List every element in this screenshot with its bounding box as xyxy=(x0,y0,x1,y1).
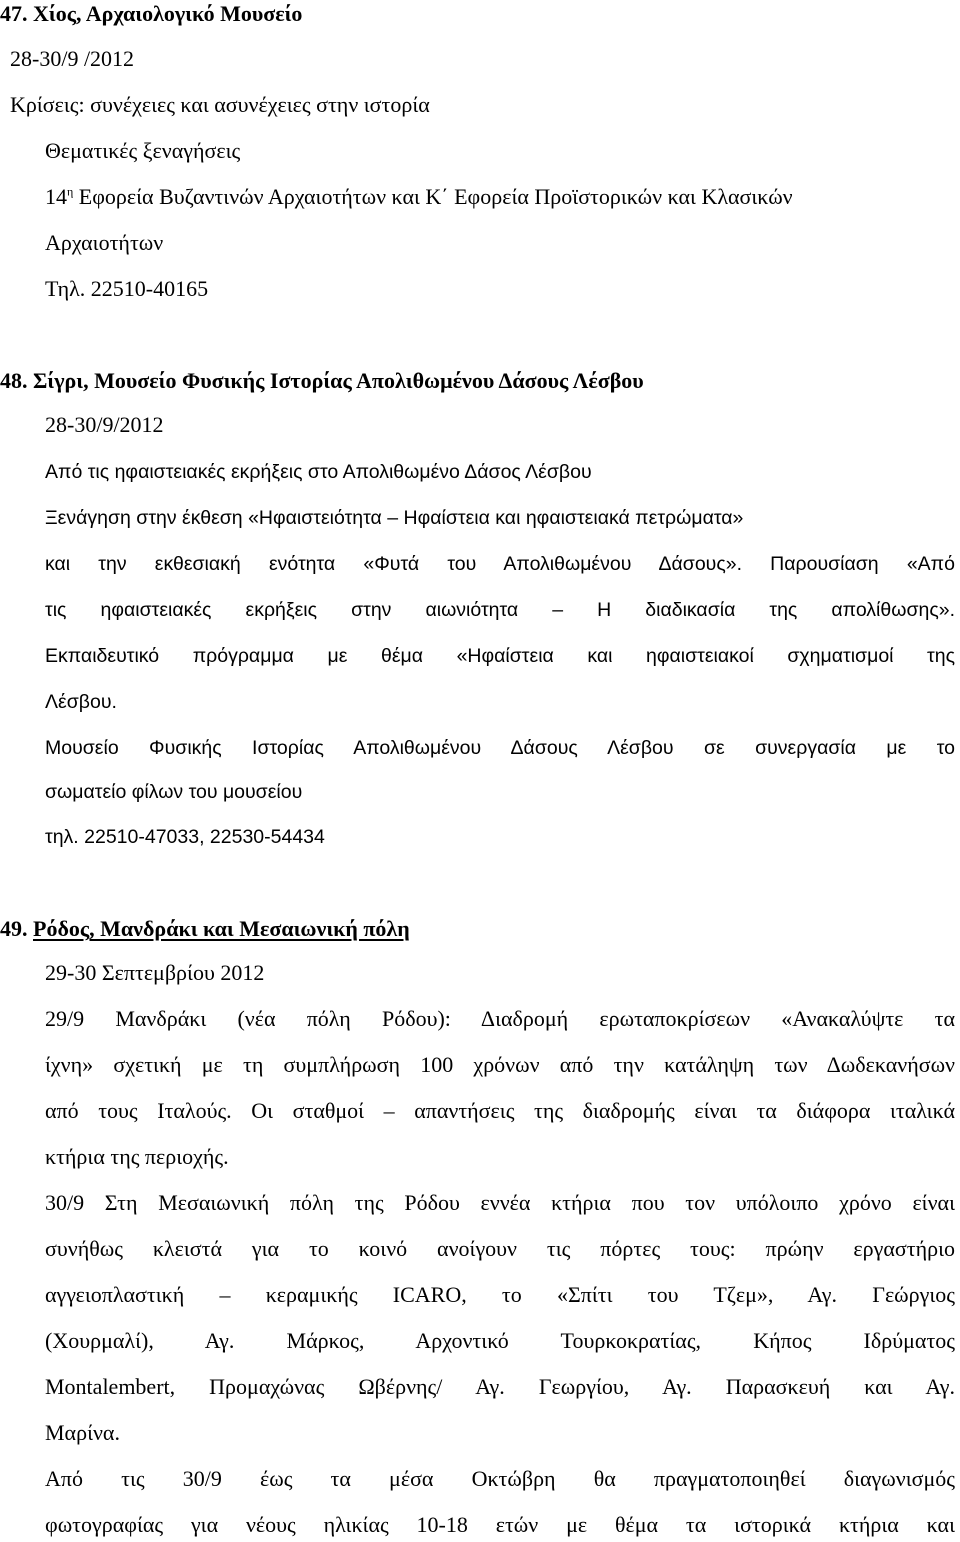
section-48-line-8: σωματείο φίλων του μουσείου xyxy=(45,781,303,803)
section-49-line-4: κτήρια της περιοχής. xyxy=(45,1144,229,1169)
section-48-date: 28-30/9/2012 xyxy=(45,412,164,437)
section-49-line-9: Montalembert, Προμαχώνας Ωβέρνης/ Αγ. Γεωργίου, Αγ. Παρασκευή και Αγ. xyxy=(45,1374,955,1399)
section-48-phone: τηλ. 22510-47033, 22530-54434 xyxy=(45,826,325,848)
section-47-organizer xyxy=(45,183,793,211)
section-47-organizer-cont: Αρχαιοτήτων xyxy=(45,230,164,255)
section-47-activity: Θεματικές ξεναγήσεις xyxy=(45,138,241,163)
section-48-title: Σίγρι, Μουσείο Φυσικής Ιστορίας Απολιθωμένου Δάσους Λέσβου xyxy=(33,368,644,393)
section-48-line-4: τις ηφαιστειακές εκρήξεις στην αιωνιότητα – Η διαδικασία της απολίθωσης». xyxy=(45,599,955,621)
section-49-line-11: Από τις 30/9 έως τα μέσα Οκτώβρη θα πραγματοποιηθεί διαγωνισμός xyxy=(45,1466,955,1491)
section-47-heading xyxy=(0,0,302,28)
section-49-line-3: από τους Ιταλούς. Οι σταθμοί – απαντήσεις της διαδρομής είναι τα διάφορα ιταλικά xyxy=(45,1098,955,1123)
organizer-ordinal-suffix: η xyxy=(67,184,74,199)
section-47-number: 47. xyxy=(0,1,28,26)
section-49-line-12: φωτογραφίας για νέους ηλικίας 10-18 ετών με θέμα τα ιστορικά κτήρια και xyxy=(45,1512,955,1537)
section-49-title: Ρόδος, Μανδράκι και Μεσαιωνική πόλη xyxy=(33,916,410,941)
section-49-line-7: αγγειοπλαστική – κεραμικής ICARO, το «Σπίτι του Τζεμ», Αγ. Γεώργιος xyxy=(45,1282,955,1307)
section-47-date: 28-30/9 /2012 xyxy=(10,46,135,71)
section-49-number: 49. xyxy=(0,916,28,941)
section-48-line-7: Μουσείο Φυσικής Ιστορίας Απολιθωμένου Δάσους Λέσβου σε συνεργασία με το xyxy=(45,737,955,759)
section-49-line-8: (Χουρμαλί), Αγ. Μάρκος, Αρχοντικό Τουρκοκρατίας, Κήπος Ιδρύματος xyxy=(45,1328,955,1353)
section-49-heading xyxy=(0,915,410,943)
section-47-title: Χίος, Αρχαιολογικό Μουσείο xyxy=(33,1,303,26)
section-49-line-6: συνήθως κλειστά για το κοινό ανοίγουν τις πόρτες τους: πρώην εργαστήριο xyxy=(45,1236,955,1261)
section-49-line-1: 29/9 Μανδράκι (νέα πόλη Ρόδου): Διαδρομή ερωταποκρίσεων «Ανακαλύψτε τα xyxy=(45,1006,955,1031)
section-49-line-2: ίχνη» σχετική με τη συμπλήρωση 100 χρόνων από την κατάληψη των Δωδεκανήσων xyxy=(45,1052,955,1077)
section-47-phone: Τηλ. 22510-40165 xyxy=(45,276,209,301)
section-48-line-3: και την εκθεσιακή ενότητα «Φυτά του Απολιθωμένου Δάσους». Παρουσίαση «Από xyxy=(45,553,955,575)
section-49-line-5: 30/9 Στη Μεσαιωνική πόλη της Ρόδου εννέα κτήρια που τον υπόλοιπο χρόνο είναι xyxy=(45,1190,955,1215)
section-47-theme: Κρίσεις: συνέχειες και ασυνέχειες στην ιστορία xyxy=(10,92,430,117)
section-48-line-6: Λέσβου. xyxy=(45,691,117,713)
section-48-number: 48. xyxy=(0,368,28,393)
section-49-date: 29-30 Σεπτεμβρίου 2012 xyxy=(45,960,265,985)
section-48-line-2: Ξενάγηση στην έκθεση «Ηφαιστειότητα – Ηφαίστεια και ηφαιστειακά πετρώματα» xyxy=(45,507,744,529)
section-48-line-1: Από τις ηφαιστειακές εκρήξεις στο Απολιθωμένο Δάσος Λέσβου xyxy=(45,461,592,483)
organizer-ordinal: 14 xyxy=(45,184,67,209)
section-48-line-5: Εκπαιδευτικό πρόγραμμα με θέμα «Ηφαίστεια και ηφαιστειακοί σχηματισμοί της xyxy=(45,645,955,667)
section-49-line-10: Μαρίνα. xyxy=(45,1420,120,1445)
organizer-name: Εφορεία Βυζαντινών Αρχαιοτήτων και Κ΄ Εφορεία Προϊστορικών και Κλασικών xyxy=(73,184,793,209)
section-48-heading xyxy=(0,367,644,395)
